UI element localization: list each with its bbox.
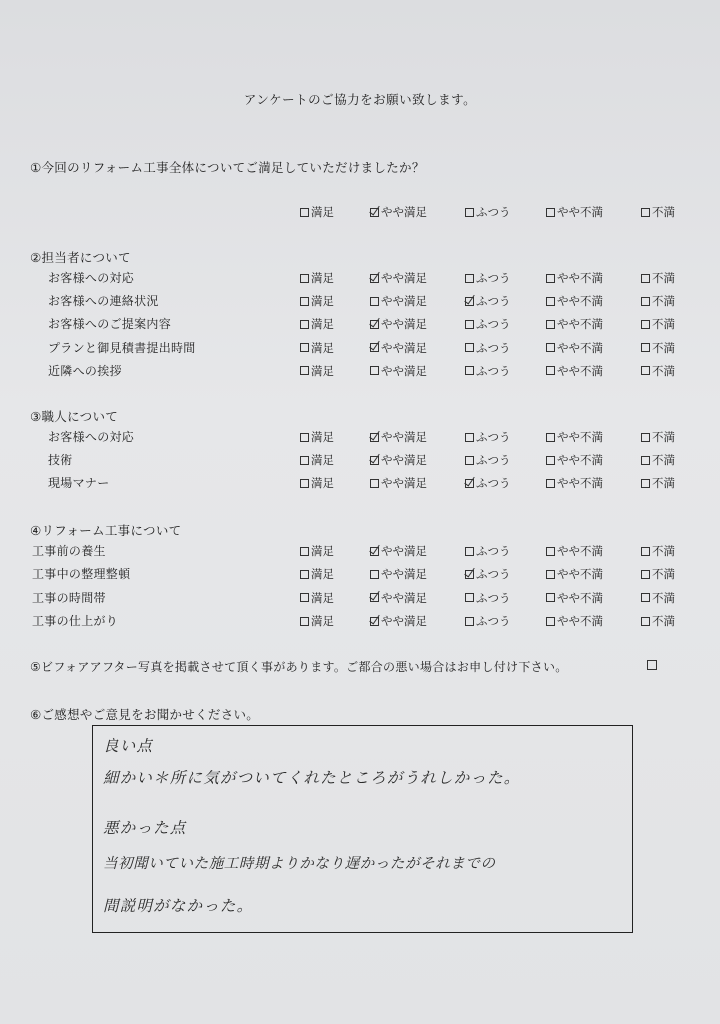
rating-option-label: やや不満 bbox=[557, 614, 603, 629]
good-points-text: 細かい＊所に気がついてくれたところがうれしかった。 bbox=[103, 769, 521, 787]
rating-option-label: ふつう bbox=[476, 271, 511, 285]
checkbox[interactable] bbox=[300, 366, 309, 375]
rating-option-somewhat-dissatisfied[interactable] bbox=[546, 566, 603, 582]
rating-option-neutral[interactable] bbox=[465, 429, 511, 445]
checkbox-checked[interactable] bbox=[370, 274, 379, 283]
checkbox-checked[interactable] bbox=[370, 320, 379, 329]
rating-option-neutral[interactable] bbox=[465, 270, 511, 286]
checkbox[interactable] bbox=[465, 433, 474, 442]
checkbox[interactable] bbox=[300, 274, 309, 283]
rating-option-satisfied[interactable] bbox=[300, 363, 334, 379]
rating-option-label: やや満足 bbox=[381, 294, 427, 309]
rating-option-somewhat-dissatisfied[interactable] bbox=[546, 340, 603, 356]
rating-option-dissatisfied[interactable] bbox=[641, 613, 675, 629]
rating-option-neutral[interactable] bbox=[465, 293, 511, 309]
rating-option-label: 不満 bbox=[652, 476, 675, 491]
rating-option-label: ふつう bbox=[476, 430, 511, 444]
q2-row-label: お客様へのご提案内容 bbox=[48, 317, 172, 332]
checkbox[interactable] bbox=[546, 456, 555, 465]
rating-option-dissatisfied[interactable] bbox=[641, 543, 675, 559]
rating-option-label: 不満 bbox=[652, 205, 675, 219]
bad-points-text-line-2: 間説明がなかった。 bbox=[103, 897, 254, 915]
q2-row-label: プランと御見積書提出時間 bbox=[48, 340, 196, 355]
rating-option-somewhat-dissatisfied[interactable] bbox=[546, 316, 603, 332]
rating-option-neutral[interactable] bbox=[465, 590, 511, 606]
rating-option-satisfied[interactable] bbox=[300, 293, 334, 309]
question-3-label: ③職人について bbox=[30, 409, 119, 424]
rating-option-somewhat-satisfied[interactable] bbox=[370, 363, 427, 379]
checkbox[interactable] bbox=[370, 297, 379, 306]
q4-row-label: 工事前の養生 bbox=[32, 544, 106, 558]
checkbox[interactable] bbox=[300, 479, 309, 488]
rating-option-dissatisfied[interactable] bbox=[641, 566, 675, 582]
rating-option-label: やや不満 bbox=[557, 294, 603, 309]
checkbox[interactable] bbox=[300, 320, 309, 329]
checkbox[interactable] bbox=[546, 320, 555, 329]
checkbox[interactable] bbox=[465, 343, 474, 352]
rating-option-dissatisfied[interactable] bbox=[641, 270, 675, 286]
rating-option-label: 満足 bbox=[311, 294, 334, 309]
rating-option-dissatisfied[interactable] bbox=[641, 475, 675, 491]
checkbox-checked[interactable] bbox=[370, 433, 379, 442]
rating-option-dissatisfied[interactable] bbox=[641, 316, 675, 332]
bad-points-heading: 悪かった点 bbox=[103, 819, 187, 837]
checkbox[interactable] bbox=[641, 617, 650, 626]
rating-option-satisfied[interactable] bbox=[300, 590, 334, 606]
rating-option-neutral[interactable] bbox=[465, 543, 511, 559]
rating-option-label: 満足 bbox=[311, 317, 334, 332]
checkbox[interactable] bbox=[300, 208, 309, 217]
checkbox-checked[interactable] bbox=[370, 547, 379, 556]
rating-option-label: やや不満 bbox=[557, 590, 603, 605]
rating-option-somewhat-satisfied[interactable] bbox=[370, 590, 427, 606]
checkbox-checked[interactable] bbox=[370, 593, 379, 602]
rating-option-somewhat-satisfied[interactable] bbox=[370, 475, 427, 491]
bad-points-text-line-1: 当初聞いていた施工時期よりかなり遅かったがそれまでの bbox=[103, 856, 496, 872]
rating-option-satisfied[interactable] bbox=[300, 475, 334, 491]
checkbox[interactable] bbox=[465, 366, 474, 375]
checkbox[interactable] bbox=[641, 343, 650, 352]
checkbox[interactable] bbox=[465, 617, 474, 626]
rating-option-somewhat-dissatisfied[interactable] bbox=[546, 363, 603, 379]
checkbox-checked[interactable] bbox=[370, 343, 379, 352]
checkbox[interactable] bbox=[546, 274, 555, 283]
q4-row-label: 工事の仕上がり bbox=[32, 614, 119, 629]
checkbox[interactable] bbox=[300, 456, 309, 465]
checkbox[interactable] bbox=[465, 208, 474, 217]
rating-option-satisfied[interactable] bbox=[300, 340, 334, 356]
checkbox[interactable] bbox=[370, 479, 379, 488]
rating-option-dissatisfied[interactable] bbox=[641, 293, 675, 309]
rating-option-label: やや不満 bbox=[557, 476, 603, 491]
rating-option-somewhat-dissatisfied[interactable] bbox=[546, 475, 603, 491]
question-5-label: ⑤ビフォアアフター写真を掲載させて頂く事があります。ご都合の悪い場合はお申し付け下さい。 bbox=[30, 660, 568, 674]
rating-option-somewhat-dissatisfied[interactable] bbox=[546, 590, 603, 606]
rating-option-label: ふつう bbox=[476, 205, 511, 219]
checkbox[interactable] bbox=[300, 343, 309, 352]
rating-option-somewhat-satisfied[interactable] bbox=[370, 204, 427, 220]
checkbox[interactable] bbox=[641, 456, 650, 465]
rating-option-label: 満足 bbox=[311, 453, 334, 468]
q2-row-label: お客様への連絡状況 bbox=[48, 294, 159, 309]
rating-option-satisfied[interactable] bbox=[300, 452, 334, 468]
rating-option-label: ふつう bbox=[476, 340, 511, 355]
rating-option-somewhat-dissatisfied[interactable] bbox=[546, 613, 603, 629]
survey-title: アンケートのご協力をお願い致します。 bbox=[243, 92, 477, 107]
rating-option-label: ふつう bbox=[476, 317, 511, 332]
rating-option-label: 満足 bbox=[311, 430, 334, 444]
rating-option-label: やや不満 bbox=[557, 453, 603, 468]
checkbox[interactable] bbox=[641, 433, 650, 442]
rating-option-label: 不満 bbox=[652, 294, 675, 309]
q4-row-label: 工事中の整理整頓 bbox=[32, 567, 131, 582]
q4-row-label: 工事の時間帯 bbox=[32, 590, 106, 605]
rating-option-label: やや満足 bbox=[381, 363, 427, 378]
rating-option-neutral[interactable] bbox=[465, 452, 511, 468]
rating-option-label: ふつう bbox=[476, 363, 511, 378]
checkbox[interactable] bbox=[370, 366, 379, 375]
rating-option-somewhat-satisfied[interactable] bbox=[370, 293, 427, 309]
checkbox[interactable] bbox=[641, 479, 650, 488]
checkbox-checked[interactable] bbox=[465, 297, 474, 306]
rating-option-label: 不満 bbox=[652, 430, 675, 444]
rating-option-label: やや満足 bbox=[381, 614, 427, 629]
rating-option-somewhat-satisfied[interactable] bbox=[370, 340, 427, 356]
q3-row-label: 技術 bbox=[48, 453, 73, 468]
rating-option-label: やや満足 bbox=[381, 453, 427, 468]
rating-option-satisfied[interactable] bbox=[300, 429, 334, 445]
checkbox[interactable] bbox=[370, 570, 379, 579]
rating-option-dissatisfied[interactable] bbox=[641, 590, 675, 606]
checkbox[interactable] bbox=[641, 297, 650, 306]
checkbox[interactable] bbox=[300, 593, 309, 602]
rating-option-label: やや満足 bbox=[381, 205, 427, 219]
rating-option-label: 満足 bbox=[311, 363, 334, 378]
rating-option-label: やや不満 bbox=[557, 544, 603, 558]
rating-option-label: 不満 bbox=[652, 453, 675, 468]
checkbox[interactable] bbox=[465, 274, 474, 283]
rating-option-label: 不満 bbox=[652, 271, 675, 285]
rating-option-label: やや満足 bbox=[381, 590, 427, 605]
checkbox[interactable] bbox=[546, 208, 555, 217]
rating-option-label: やや満足 bbox=[381, 317, 427, 332]
rating-option-somewhat-satisfied[interactable] bbox=[370, 543, 427, 559]
checkbox[interactable] bbox=[546, 297, 555, 306]
rating-option-label: やや満足 bbox=[381, 544, 427, 558]
rating-option-dissatisfied[interactable] bbox=[641, 429, 675, 445]
rating-option-neutral[interactable] bbox=[465, 566, 511, 582]
rating-option-label: ふつう bbox=[476, 590, 511, 605]
rating-option-neutral[interactable] bbox=[465, 363, 511, 379]
rating-option-label: ふつう bbox=[476, 476, 511, 491]
checkbox-checked[interactable] bbox=[370, 617, 379, 626]
rating-option-label: 満足 bbox=[311, 340, 334, 355]
rating-option-label: やや不満 bbox=[557, 567, 603, 582]
checkbox[interactable] bbox=[465, 320, 474, 329]
rating-option-satisfied[interactable] bbox=[300, 316, 334, 332]
question-4-label: ④リフォーム工事について bbox=[30, 523, 182, 538]
rating-option-somewhat-satisfied[interactable] bbox=[370, 429, 427, 445]
rating-option-label: 満足 bbox=[311, 544, 334, 558]
rating-option-somewhat-satisfied[interactable] bbox=[370, 270, 427, 286]
checkbox[interactable] bbox=[465, 456, 474, 465]
rating-option-label: やや不満 bbox=[557, 205, 603, 219]
rating-option-neutral[interactable] bbox=[465, 475, 511, 491]
checkbox[interactable] bbox=[546, 433, 555, 442]
rating-option-label: やや満足 bbox=[381, 567, 427, 582]
rating-option-label: やや不満 bbox=[557, 271, 603, 285]
rating-option-satisfied[interactable] bbox=[300, 613, 334, 629]
rating-option-label: 不満 bbox=[652, 590, 675, 605]
rating-option-somewhat-dissatisfied[interactable] bbox=[546, 543, 603, 559]
checkbox[interactable] bbox=[546, 547, 555, 556]
q2-row-label: 近隣への挨拶 bbox=[48, 363, 122, 378]
rating-option-dissatisfied[interactable] bbox=[641, 204, 675, 220]
q2-row-label: お客様への対応 bbox=[48, 271, 135, 285]
rating-option-somewhat-dissatisfied[interactable] bbox=[546, 452, 603, 468]
rating-option-neutral[interactable] bbox=[465, 613, 511, 629]
question-2-label: ②担当者について bbox=[30, 250, 131, 265]
checkbox[interactable] bbox=[546, 593, 555, 602]
rating-option-label: 不満 bbox=[652, 544, 675, 558]
rating-option-label: 不満 bbox=[652, 614, 675, 629]
checkbox[interactable] bbox=[641, 320, 650, 329]
rating-option-label: やや不満 bbox=[557, 317, 603, 332]
rating-option-dissatisfied[interactable] bbox=[641, 340, 675, 356]
rating-option-label: やや満足 bbox=[381, 271, 427, 285]
checkbox[interactable] bbox=[641, 570, 650, 579]
rating-option-neutral[interactable] bbox=[465, 340, 511, 356]
rating-option-satisfied[interactable] bbox=[300, 566, 334, 582]
rating-option-somewhat-satisfied[interactable] bbox=[370, 316, 427, 332]
rating-option-somewhat-satisfied[interactable] bbox=[370, 566, 427, 582]
rating-option-label: やや不満 bbox=[557, 340, 603, 355]
rating-option-somewhat-dissatisfied[interactable] bbox=[546, 204, 603, 220]
rating-option-label: やや満足 bbox=[381, 476, 427, 491]
q3-row-label: お客様への対応 bbox=[48, 430, 135, 444]
checkbox[interactable] bbox=[641, 366, 650, 375]
rating-option-label: 満足 bbox=[311, 476, 334, 491]
rating-option-label: 不満 bbox=[652, 317, 675, 332]
rating-option-label: 不満 bbox=[652, 340, 675, 355]
rating-option-label: 不満 bbox=[652, 363, 675, 378]
checkbox[interactable] bbox=[641, 274, 650, 283]
rating-option-label: 満足 bbox=[311, 271, 334, 285]
rating-option-label: 満足 bbox=[311, 614, 334, 629]
rating-option-label: ふつう bbox=[476, 567, 511, 582]
rating-option-label: ふつう bbox=[476, 544, 511, 558]
rating-option-somewhat-dissatisfied[interactable] bbox=[546, 293, 603, 309]
checkbox[interactable] bbox=[300, 570, 309, 579]
checkbox[interactable] bbox=[546, 479, 555, 488]
checkbox[interactable] bbox=[300, 547, 309, 556]
photo-opt-out-checkbox[interactable] bbox=[647, 660, 657, 670]
rating-option-label: ふつう bbox=[476, 614, 511, 629]
checkbox-checked[interactable] bbox=[370, 208, 379, 217]
checkbox[interactable] bbox=[300, 297, 309, 306]
checkbox[interactable] bbox=[546, 617, 555, 626]
rating-option-somewhat-satisfied[interactable] bbox=[370, 613, 427, 629]
checkbox-checked[interactable] bbox=[465, 479, 474, 488]
rating-option-neutral[interactable] bbox=[465, 316, 511, 332]
good-points-heading: 良い点 bbox=[103, 737, 154, 755]
rating-option-dissatisfied[interactable] bbox=[641, 363, 675, 379]
rating-option-neutral[interactable] bbox=[465, 204, 511, 220]
rating-option-label: 満足 bbox=[311, 205, 334, 219]
rating-option-somewhat-satisfied[interactable] bbox=[370, 452, 427, 468]
checkbox-checked[interactable] bbox=[370, 456, 379, 465]
rating-option-label: やや満足 bbox=[381, 430, 427, 444]
checkbox[interactable] bbox=[546, 343, 555, 352]
q3-row-label: 現場マナー bbox=[48, 476, 110, 491]
question-1-label: ①今回のリフォーム工事全体についてご満足していただけましたか？ bbox=[30, 160, 425, 175]
checkbox[interactable] bbox=[641, 208, 650, 217]
checkbox-checked[interactable] bbox=[465, 570, 474, 579]
rating-option-satisfied[interactable] bbox=[300, 543, 334, 559]
checkbox[interactable] bbox=[465, 547, 474, 556]
rating-option-label: やや不満 bbox=[557, 363, 603, 378]
rating-option-satisfied[interactable] bbox=[300, 204, 334, 220]
rating-option-label: 満足 bbox=[311, 567, 334, 582]
checkbox[interactable] bbox=[546, 366, 555, 375]
rating-option-label: ふつう bbox=[476, 453, 511, 468]
checkbox[interactable] bbox=[641, 547, 650, 556]
rating-option-somewhat-dissatisfied[interactable] bbox=[546, 270, 603, 286]
rating-option-satisfied[interactable] bbox=[300, 270, 334, 286]
checkbox[interactable] bbox=[465, 593, 474, 602]
rating-option-label: 不満 bbox=[652, 567, 675, 582]
checkbox[interactable] bbox=[300, 617, 309, 626]
rating-option-dissatisfied[interactable] bbox=[641, 452, 675, 468]
checkbox[interactable] bbox=[300, 433, 309, 442]
rating-option-label: やや不満 bbox=[557, 430, 603, 444]
rating-option-label: やや満足 bbox=[381, 340, 427, 355]
checkbox[interactable] bbox=[641, 593, 650, 602]
checkbox[interactable] bbox=[546, 570, 555, 579]
rating-option-label: ふつう bbox=[476, 294, 511, 309]
rating-option-somewhat-dissatisfied[interactable] bbox=[546, 429, 603, 445]
question-6-label: ⑥ご感想やご意見をお聞かせください。 bbox=[30, 707, 260, 722]
rating-option-label: 満足 bbox=[311, 590, 334, 605]
